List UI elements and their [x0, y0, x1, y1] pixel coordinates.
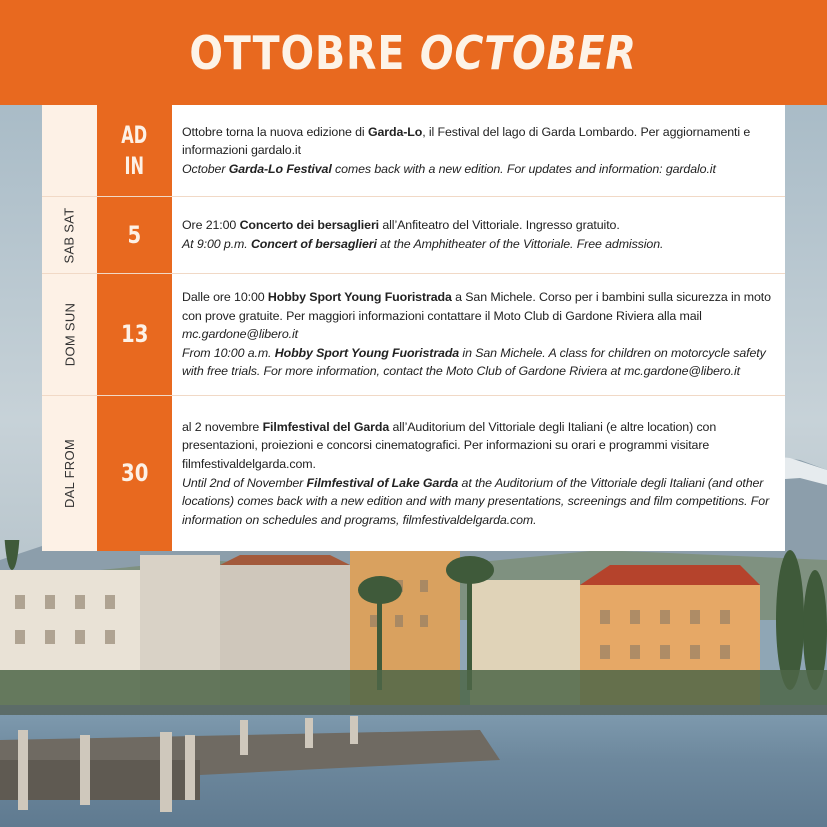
event-day-label: SAB SAT: [62, 206, 78, 264]
event-date-line: 13: [120, 320, 149, 348]
event-description: [172, 105, 785, 196]
month-title-italian: OTTOBRE: [189, 25, 406, 80]
event-date-cell: [97, 274, 172, 395]
event-row: [42, 105, 785, 197]
event-text-italian: Ottobre torna la nuova edizione di Garda-Lo, il Festival del lago di Garda Lombardo. Per aggiornamenti e informazioni gardalo.it: [182, 124, 751, 158]
event-text-english: Until 2nd of November Filmfestival of Lake Garda at the Auditorium of the Vittoriale degli Italiani (and other locations) comes back with a new edition and with many presentations, screenings and film competitions. For information on schedules and programs, filmfestivaldelgarda.com.: [182, 475, 770, 527]
event-text-italian: Ore 21:00 Concerto dei bersaglieri all’Anfiteatro del Vittoriale. Ingresso gratuito.: [182, 218, 620, 233]
event-text-english: From 10:00 a.m. Hobby Sport Young Fuoristrada in San Michele. A class for children on motorcycle safety with free trials. For more information, contact the Moto Club of Gardone Riviera at mc.gardone@libero.it: [182, 345, 766, 379]
event-day-label: DOM SUN: [62, 302, 77, 367]
event-date-cell: [97, 105, 172, 196]
event-text-english: October Garda-Lo Festival comes back with a new edition. For updates and information: gardalo.it: [182, 161, 716, 176]
event-day-cell: [42, 105, 97, 196]
month-title: [190, 26, 637, 80]
event-date-cell: [97, 197, 172, 273]
event-row: [42, 274, 785, 396]
event-date-cell: [97, 396, 172, 551]
event-date-line: IN: [124, 151, 145, 180]
event-text-english: At 9:00 p.m. Concert of bersaglieri at the Amphitheater of the Vittoriale. Free admission.: [182, 237, 664, 251]
event-row: [42, 396, 785, 551]
event-date-line: 5: [127, 220, 142, 249]
event-date-line: 30: [120, 459, 149, 487]
event-description: [172, 396, 785, 551]
month-title-english: OCTOBER: [420, 25, 638, 80]
event-email-link[interactable]: mc.gardone@libero.it: [182, 327, 298, 342]
event-day-cell: [42, 396, 97, 551]
event-text-italian: al 2 novembre Filmfestival del Garda all’Auditorium del Vittoriale degli Italiani (e altre location) con presentazioni, proiezioni e concorsi cinematografici. Per informazioni su orari e programmi visitare filmfestivaldelgarda.com.: [182, 419, 717, 471]
event-date-line: AD: [121, 120, 148, 149]
event-description: [172, 274, 785, 395]
event-day-cell: [42, 274, 97, 395]
event-row: [42, 197, 785, 274]
event-description: [172, 197, 785, 273]
events-table: [42, 105, 785, 551]
event-day-label: DAL FROM: [62, 438, 77, 509]
month-header: [0, 0, 827, 105]
event-day-cell: [42, 197, 97, 273]
pier: [0, 700, 827, 827]
event-text-italian: Dalle ore 10:00 Hobby Sport Young Fuoristrada a San Michele. Corso per i bambini sulla sicurezza in moto con prove gratuite. Per maggiori informazioni contattare il Moto Club di Gardone Riviera alla mail mc.gardone@libero.it: [182, 290, 771, 342]
